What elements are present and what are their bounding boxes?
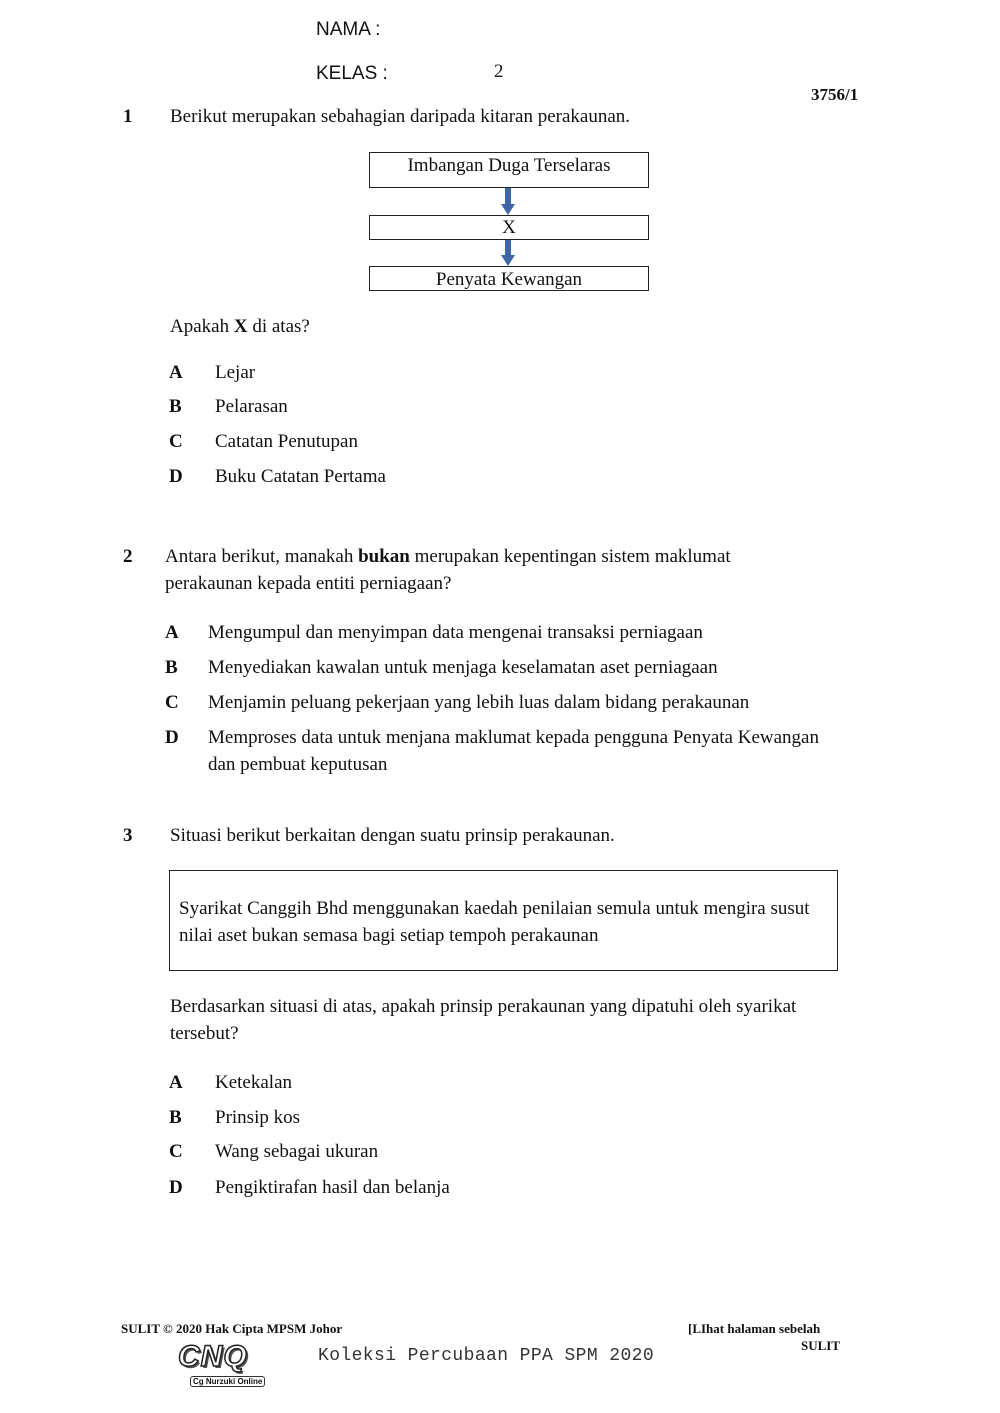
question-2-stem-post: merupakan kepentingan sistem maklumat xyxy=(409,546,731,567)
question-3-stem: Situasi berikut berkaitan dengan suatu prinsip perakaunan. xyxy=(170,825,615,846)
q3-option-c-letter: C xyxy=(169,1141,183,1162)
kelas-label: KELAS : xyxy=(316,63,388,84)
flow-box-trial-balance: Imbangan Duga Terselaras xyxy=(369,152,649,188)
q2-option-d-text-line2[interactable]: dan pembuat keputusan xyxy=(208,754,388,775)
q1-option-c-letter: C xyxy=(169,431,183,452)
flow-box-financial-statement: Penyata Kewangan xyxy=(369,266,649,291)
q2-option-d-letter: D xyxy=(165,727,179,748)
question-1-prompt-bold: X xyxy=(233,316,248,337)
q1-option-a-letter: A xyxy=(169,362,183,383)
q2-option-a-letter: A xyxy=(165,622,179,643)
footer-next-page: [LIhat halaman sebelah xyxy=(688,1321,821,1336)
question-1-prompt-post: di atas? xyxy=(247,316,310,337)
question-3-prompt-line2: tersebut? xyxy=(170,1023,239,1044)
question-3-number: 3 xyxy=(123,825,133,846)
question-3-prompt-line1: Berdasarkan situasi di atas, apakah prinsip perakaunan yang dipatuhi oleh syarikat xyxy=(170,996,797,1017)
cnq-logo xyxy=(172,1340,272,1390)
q1-option-d-text[interactable]: Buku Catatan Pertama xyxy=(215,466,386,487)
question-2-number: 2 xyxy=(123,546,133,567)
q2-option-b-text[interactable]: Menyediakan kawalan untuk menjaga keselamatan aset perniagaan xyxy=(208,657,718,678)
q3-option-b-text[interactable]: Prinsip kos xyxy=(215,1107,300,1128)
q2-option-a-text[interactable]: Mengumpul dan menyimpan data mengenai transaksi perniagaan xyxy=(208,622,703,643)
flow-box-x: X xyxy=(369,215,649,240)
flow-arrow-2 xyxy=(500,240,516,268)
q3-option-a-letter: A xyxy=(169,1072,183,1093)
question-1-prompt xyxy=(170,316,310,338)
q1-option-d-letter: D xyxy=(169,466,183,487)
question-2-stem xyxy=(165,546,731,568)
question-2-stem-pre: Antara berikut, manakah xyxy=(165,546,359,567)
footer-collection-label: Koleksi Percubaan PPA SPM 2020 xyxy=(318,1346,655,1366)
q3-option-c-text[interactable]: Wang sebagai ukuran xyxy=(215,1141,379,1162)
paper-code: 3756/1 xyxy=(811,85,859,104)
q3-option-a-text[interactable]: Ketekalan xyxy=(215,1072,293,1093)
q1-option-c-text[interactable]: Catatan Penutupan xyxy=(215,431,358,452)
q3-option-d-text[interactable]: Pengiktirafan hasil dan belanja xyxy=(215,1177,450,1198)
flow-arrow-1 xyxy=(500,188,516,216)
q1-option-a-text[interactable]: Lejar xyxy=(215,362,256,383)
cnq-logo-subtext: Cg Nurzuki Online xyxy=(190,1376,265,1387)
q3-option-b-letter: B xyxy=(169,1107,182,1128)
q3-option-d-letter: D xyxy=(169,1177,183,1198)
q2-option-b-letter: B xyxy=(165,657,178,678)
situation-text: Syarikat Canggih Bhd menggunakan kaedah penilaian semula untuk mengira susut nilai aset bukan semasa bagi setiap tempoh perakaunan xyxy=(179,898,810,946)
question-1-stem: Berikut merupakan sebahagian daripada kitaran perakaunan. xyxy=(170,106,631,127)
cnq-logo-text: CNQ xyxy=(178,1340,248,1373)
q2-option-c-text[interactable]: Menjamin peluang pekerjaan yang lebih luas dalam bidang perakaunan xyxy=(208,692,750,713)
footer-sulit: SULIT xyxy=(801,1338,841,1353)
question-1-number: 1 xyxy=(123,106,133,127)
q2-option-c-letter: C xyxy=(165,692,179,713)
nama-label: NAMA : xyxy=(316,19,381,40)
question-2-stem-line2: perakaunan kepada entiti perniagaan? xyxy=(165,573,452,594)
page-number: 2 xyxy=(494,61,504,82)
q2-option-d-text[interactable]: Memproses data untuk menjana maklumat kepada pengguna Penyata Kewangan xyxy=(208,727,819,748)
question-2-stem-bold: bukan xyxy=(358,546,410,567)
question-1-prompt-pre: Apakah xyxy=(170,316,234,337)
situation-box xyxy=(169,870,838,971)
footer-copyright: SULIT © 2020 Hak Cipta MPSM Johor xyxy=(121,1321,343,1336)
q1-option-b-letter: B xyxy=(169,396,182,417)
q1-option-b-text[interactable]: Pelarasan xyxy=(215,396,288,417)
